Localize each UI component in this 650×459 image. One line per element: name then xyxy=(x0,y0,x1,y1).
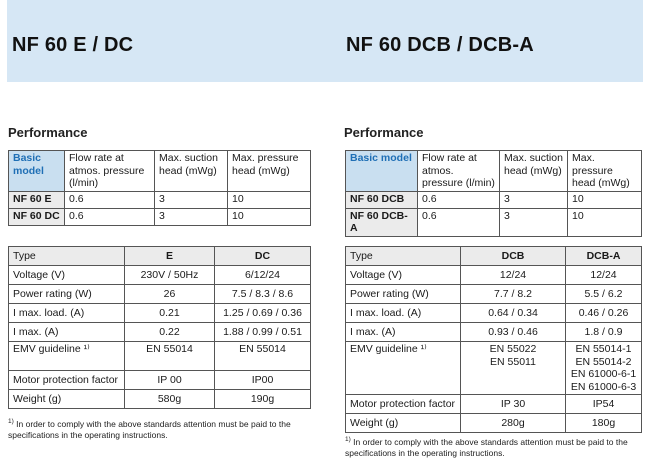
table-cell: 0.6 xyxy=(65,191,155,208)
table-row xyxy=(9,266,311,285)
table-cell: EN 55022 EN 55011 xyxy=(461,342,566,395)
left-footnote xyxy=(8,416,308,441)
table-cell: 1.25 / 0.69 / 0.36 xyxy=(215,304,311,323)
table-row xyxy=(9,191,311,208)
right-performance-heading: Performance xyxy=(344,125,424,140)
table-header-row xyxy=(346,151,642,192)
header-cell: DC xyxy=(215,247,311,266)
header-cell: Max. suction head (mWg) xyxy=(500,151,568,192)
row-label: I max. (A) xyxy=(9,323,125,342)
header-cell: DCB-A xyxy=(566,247,642,266)
table-row xyxy=(346,304,642,323)
header-cell: Type xyxy=(346,247,461,266)
row-label: Power rating (W) xyxy=(346,285,461,304)
model-cell: NF 60 E xyxy=(9,191,65,208)
row-label: Motor protection factor xyxy=(346,395,461,414)
model-cell: NF 60 DC xyxy=(9,208,65,225)
table-row xyxy=(346,395,642,414)
left-performance-heading: Performance xyxy=(8,125,88,140)
right-spec-table xyxy=(345,246,642,433)
table-cell: 7.5 / 8.3 / 8.6 xyxy=(215,285,311,304)
table-cell: 7.7 / 8.2 xyxy=(461,285,566,304)
right-title: NF 60 DCB / DCB-A xyxy=(346,34,534,56)
row-label: EMV guideline ¹⁾ xyxy=(346,342,461,395)
table-header-row xyxy=(346,247,642,266)
row-label: Weight (g) xyxy=(9,390,125,409)
table-cell: EN 55014-1 EN 55014-2 EN 61000-6-1 EN 61000-6-3 xyxy=(566,342,642,395)
table-row xyxy=(9,285,311,304)
table-cell: 3 xyxy=(155,191,228,208)
row-label: I max. load. (A) xyxy=(9,304,125,323)
header-cell: Basic model xyxy=(346,151,418,192)
table-cell: IP 00 xyxy=(125,371,215,390)
model-cell: NF 60 DCB-A xyxy=(346,208,418,236)
row-label: Motor protection factor xyxy=(9,371,125,390)
table-cell: EN 55014 xyxy=(125,342,215,371)
table-row xyxy=(9,304,311,323)
footnote-text: In order to comply with the above standards attention must be paid to the specifications in the operating instructions. xyxy=(345,436,628,458)
table-cell: 0.6 xyxy=(418,191,500,208)
table-cell: 280g xyxy=(461,414,566,433)
table-cell: 6/12/24 xyxy=(215,266,311,285)
table-cell: 0.46 / 0.26 xyxy=(566,304,642,323)
header-cell: Max. pressure head (mWg) xyxy=(568,151,642,192)
table-row xyxy=(346,191,642,208)
table-cell: 10 xyxy=(228,208,311,225)
table-cell: EN 55014 xyxy=(215,342,311,371)
header-cell: Flow rate at atmos. pressure (l/min) xyxy=(65,151,155,192)
row-label: I max. (A) xyxy=(346,323,461,342)
table-cell: 190g xyxy=(215,390,311,409)
row-label: Power rating (W) xyxy=(9,285,125,304)
header-cell: E xyxy=(125,247,215,266)
table-cell: 3 xyxy=(500,208,568,236)
table-row xyxy=(346,342,642,395)
table-cell: IP 30 xyxy=(461,395,566,414)
table-cell: 580g xyxy=(125,390,215,409)
header-cell: Max. pressure head (mWg) xyxy=(228,151,311,192)
table-row xyxy=(346,323,642,342)
table-row xyxy=(9,208,311,225)
left-title: NF 60 E / DC xyxy=(12,34,134,56)
header-cell: Type xyxy=(9,247,125,266)
footnote-mark: 1) xyxy=(8,418,14,425)
table-cell: 5.5 / 6.2 xyxy=(566,285,642,304)
table-cell: 0.22 xyxy=(125,323,215,342)
row-label: Voltage (V) xyxy=(346,266,461,285)
table-cell: 12/24 xyxy=(566,266,642,285)
right-footnote xyxy=(345,434,645,459)
table-cell: 3 xyxy=(155,208,228,225)
table-cell: 0.21 xyxy=(125,304,215,323)
header-cell: Basic model xyxy=(9,151,65,192)
table-row xyxy=(346,208,642,236)
table-row xyxy=(346,285,642,304)
header-cell: Flow rate at atmos. pressure (l/min) xyxy=(418,151,500,192)
table-cell: 26 xyxy=(125,285,215,304)
table-cell: 10 xyxy=(228,191,311,208)
row-label: Voltage (V) xyxy=(9,266,125,285)
table-row xyxy=(9,390,311,409)
table-cell: IP54 xyxy=(566,395,642,414)
table-cell: 10 xyxy=(568,191,642,208)
table-row xyxy=(346,414,642,433)
footnote-text: In order to comply with the above standards attention must be paid to the specifications in the operating instructions. xyxy=(8,418,291,440)
table-cell: 1.88 / 0.99 / 0.51 xyxy=(215,323,311,342)
table-cell: 12/24 xyxy=(461,266,566,285)
row-label: I max. load. (A) xyxy=(346,304,461,323)
left-performance-table xyxy=(8,150,311,226)
table-row xyxy=(9,323,311,342)
model-cell: NF 60 DCB xyxy=(346,191,418,208)
table-row xyxy=(9,342,311,371)
table-header-row xyxy=(9,247,311,266)
table-cell: IP00 xyxy=(215,371,311,390)
table-cell: 0.6 xyxy=(418,208,500,236)
header-cell: Max. suction head (mWg) xyxy=(155,151,228,192)
table-row xyxy=(9,371,311,390)
table-cell: 0.93 / 0.46 xyxy=(461,323,566,342)
table-cell: 0.64 / 0.34 xyxy=(461,304,566,323)
row-label: EMV guideline ¹⁾ xyxy=(9,342,125,371)
footnote-mark: 1) xyxy=(345,436,351,443)
table-row xyxy=(346,266,642,285)
header-cell: DCB xyxy=(461,247,566,266)
table-cell: 230V / 50Hz xyxy=(125,266,215,285)
left-spec-table xyxy=(8,246,311,409)
table-cell: 1.8 / 0.9 xyxy=(566,323,642,342)
row-label: Weight (g) xyxy=(346,414,461,433)
right-performance-table xyxy=(345,150,642,237)
table-cell: 0.6 xyxy=(65,208,155,225)
table-cell: 10 xyxy=(568,208,642,236)
table-cell: 3 xyxy=(500,191,568,208)
table-header-row xyxy=(9,151,311,192)
table-cell: 180g xyxy=(566,414,642,433)
